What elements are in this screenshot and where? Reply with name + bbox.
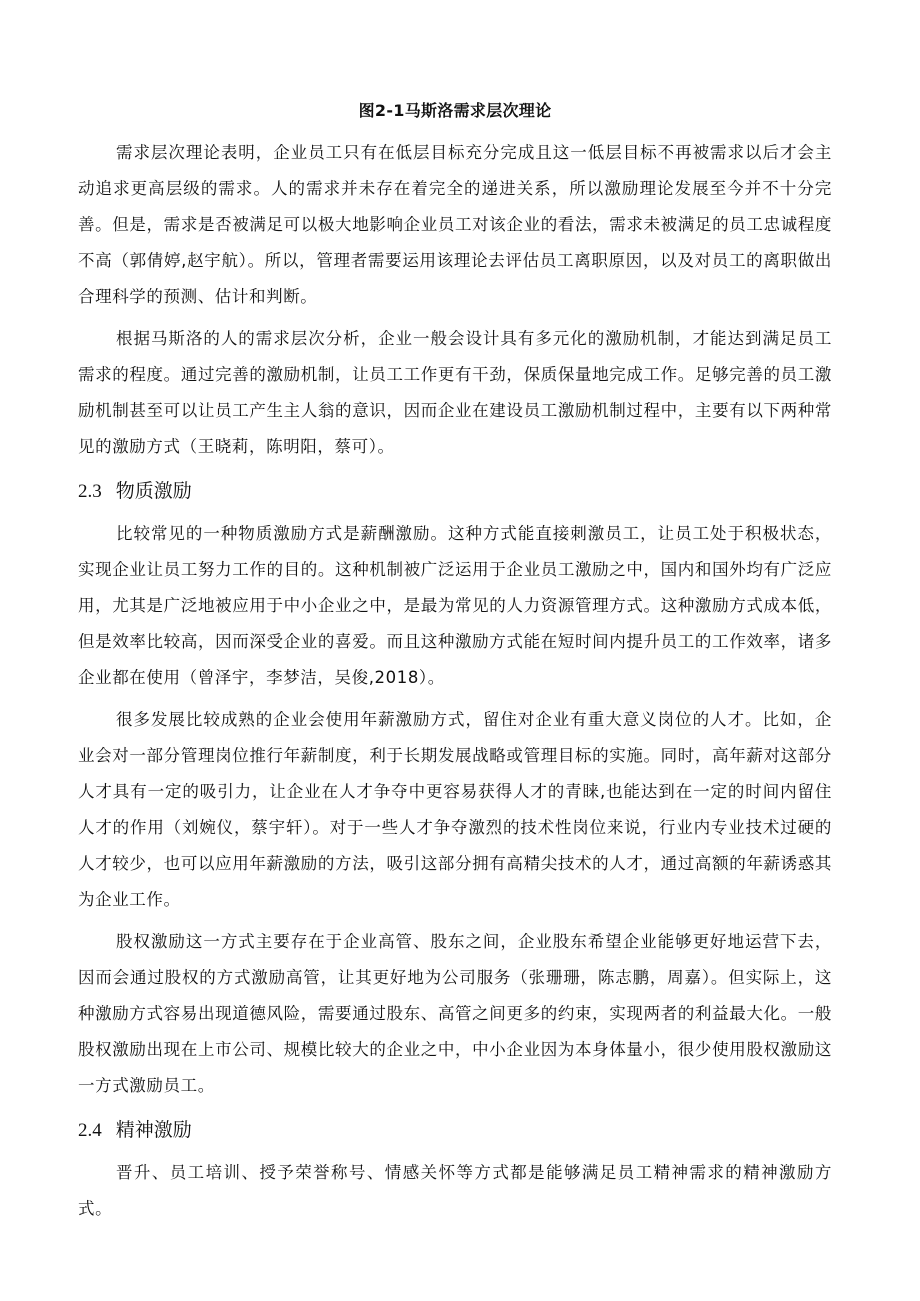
body-paragraph: 比较常见的一种物质激励方式是薪酬激励。这种方式能直接刺激员工，让员工处于积极状态，实现企业让员工努力工作的目的。这种机制被广泛运用于企业员工激励之中，国内和国外均有广泛应用，尤其是广泛地被应用于中小企业之中，是最为常见的人力资源管理方式。这种激励方式成本低，但是效率比较高，因而深受企业的喜爱。而且这种激励方式能在短时间内提升员工的工作效率，诸多企业都在使用（曾泽宇，李梦洁，吴俊,2018）。 — [78, 524, 832, 687]
body-paragraph: 股权激励这一方式主要存在于企业高管、股东之间，企业股东希望企业能够更好地运营下去，因而会通过股权的方式激励高管，让其更好地为公司服务（张珊珊，陈志鹏，周嘉）。但实际上，这种激励方式容易出现道德风险，需要通过股东、高管之间更多的约束，实现两者的利益最大化。一般股权激励出现在上市公司、规模比较大的企业之中，中小企业因为本身体量小，很少使用股权激励这一方式激励员工。 — [78, 932, 832, 1095]
section-number: 2.3 — [78, 481, 102, 502]
body-paragraph: 晋升、员工培训、授予荣誉称号、情感关怀等方式都是能够满足员工精神需求的精神激励方式。 — [78, 1163, 832, 1218]
section-number: 2.4 — [78, 1120, 102, 1141]
figure-caption: 图2-1马斯洛需求层次理论 — [358, 101, 552, 120]
body-paragraph: 很多发展比较成熟的企业会使用年薪激励方式，留住对企业有重大意义岗位的人才。比如，企业会对一部分管理岗位推行年薪制度，利于长期发展战略或管理目标的实施。同时，高年薪对这部分人才具有一定的吸引力，让企业在人才争夺中更容易获得人才的青睐,也能达到在一定的时间内留住人才的作用（刘婉仪，蔡宇轩）。对于一些人才争夺激烈的技术性岗位来说，行业内专业技术过硬的人才较少，也可以应用年薪激励的方法，吸引这部分拥有高精尖技术的人才，通过高额的年薪诱惑其为企业工作。 — [78, 710, 832, 909]
section-heading-2-4 — [78, 1110, 832, 1151]
section-heading-2-3 — [78, 471, 832, 512]
section-title: 精神激励 — [115, 1119, 192, 1141]
section-title: 物质激励 — [115, 480, 192, 502]
body-paragraph: 需求层次理论表明，企业员工只有在低层目标充分完成且这一低层目标不再被需求以后才会主动追求更高层级的需求。人的需求并未存在着完全的递进关系，所以激励理论发展至今并不十分完善。但是，需求是否被满足可以极大地影响企业员工对该企业的看法，需求未被满足的员工忠诚程度不高（郭倩婷,赵宇航）。所以，管理者需要运用该理论去评估员工离职原因，以及对员工的离职做出合理科学的预测、估计和判断。 — [78, 143, 832, 306]
body-paragraph: 根据马斯洛的人的需求层次分析，企业一般会设计具有多元化的激励机制，才能达到满足员工需求的程度。通过完善的激励机制，让员工工作更有干劲，保质保量地完成工作。足够完善的员工激励机制甚至可以让员工产生主人翁的意识，因而企业在建设员工激励机制过程中，主要有以下两种常见的激励方式（王晓莉，陈明阳，蔡可）。 — [78, 329, 832, 456]
